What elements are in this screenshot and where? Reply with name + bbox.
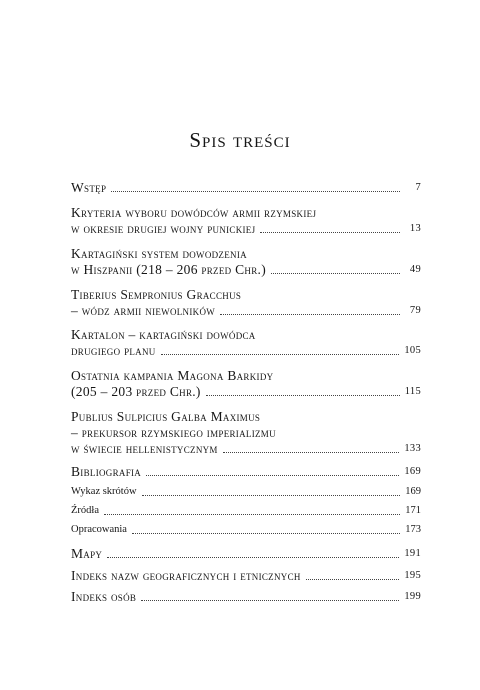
toc-entry-label: w okresie drugiej wojny punickiej: [71, 221, 256, 236]
toc-entry-label: Kartagiński system dowodzenia: [71, 246, 247, 261]
toc-entry-mapy[interactable]: [71, 546, 421, 562]
toc-entry-kryteria[interactable]: [71, 205, 421, 237]
dot-leader: [220, 314, 400, 315]
toc-page-number: 105: [404, 345, 421, 356]
toc-entry-label: Kryteria wyboru dowódców armii rzymskiej: [71, 205, 317, 220]
toc-entry-label: Opracowania: [71, 524, 127, 535]
toc-title: Spis treści: [189, 128, 291, 152]
toc-entry-label: Wstęp: [71, 180, 107, 195]
toc-entry-label: Publius Sulpicius Galba Maximus: [71, 409, 261, 424]
dot-leader: [206, 395, 400, 396]
dot-leader: [260, 232, 400, 233]
toc-page-number: 7: [415, 182, 421, 193]
toc-page-number: 115: [404, 386, 421, 397]
dot-leader: [161, 354, 400, 355]
toc-page-number: 173: [405, 524, 421, 535]
toc-page-number: 171: [405, 505, 421, 516]
toc-page-number: 169: [404, 466, 421, 477]
toc-page-number: 169: [405, 486, 421, 497]
toc-page-number: 191: [404, 548, 421, 559]
dot-leader: [107, 557, 399, 558]
toc-entry-label: Bibliografia: [71, 464, 142, 479]
toc-page-number: 195: [404, 570, 421, 581]
toc-entry-opracowania[interactable]: [71, 522, 421, 538]
toc-entry-label: Wykaz skrótów: [71, 486, 137, 497]
toc-entry-label: drugiego planu: [71, 343, 156, 358]
toc-page-number: 133: [404, 443, 421, 454]
dot-leader: [141, 600, 399, 601]
dot-leader: [306, 579, 400, 580]
toc-entry-wstep[interactable]: [71, 180, 421, 196]
dot-leader: [146, 475, 399, 476]
dot-leader: [104, 514, 400, 515]
dot-leader: [132, 533, 400, 534]
toc-page-number: 199: [404, 591, 421, 602]
toc-entry-label: Indeks nazw geograficznych i etnicznych: [71, 568, 301, 583]
toc-entry-label: (205 – 203 przed Chr.): [71, 384, 201, 399]
toc-entry-galba[interactable]: [71, 409, 421, 457]
toc-entry-label: Mapy: [71, 546, 103, 561]
toc-entry-label: w świecie hellenistycznym: [71, 441, 218, 456]
toc-entry-label: Indeks osób: [71, 589, 137, 604]
toc-page-number: 13: [409, 223, 421, 234]
toc-entry-label: Tiberius Sempronius Gracchus: [71, 287, 242, 302]
dot-leader: [142, 495, 400, 496]
toc-entry-label: – prekursor rzymskiego imperializmu: [71, 425, 276, 440]
dot-leader: [223, 452, 400, 453]
toc-entry-label: Źródła: [71, 505, 99, 516]
toc-entry-label: – wódz armii niewolników: [71, 303, 216, 318]
toc-entry-bibliografia[interactable]: [71, 464, 421, 480]
dot-leader: [111, 191, 400, 192]
toc-entry-wykaz-skrotow[interactable]: [71, 484, 421, 500]
toc-entry-magon[interactable]: [71, 368, 421, 400]
dot-leader: [271, 273, 400, 274]
toc-entry-indeks-osob[interactable]: [71, 589, 421, 605]
toc-entry-kartalon[interactable]: [71, 327, 421, 359]
toc-entry-label: Ostatnia kampania Magona Barkidy: [71, 368, 274, 383]
toc-page-number: 79: [409, 305, 421, 316]
toc-entry-system-dowodzenia[interactable]: [71, 246, 421, 278]
toc-entry-zrodla[interactable]: [71, 503, 421, 519]
toc-entry-label: w Hiszpanii (218 – 206 przed Chr.): [71, 262, 266, 277]
toc-entry-indeks-geograficzny[interactable]: [71, 568, 421, 584]
toc-entry-label: Kartalon – kartagiński dowódca: [71, 327, 256, 342]
toc-page-number: 49: [409, 264, 421, 275]
toc-entry-gracchus[interactable]: [71, 287, 421, 319]
